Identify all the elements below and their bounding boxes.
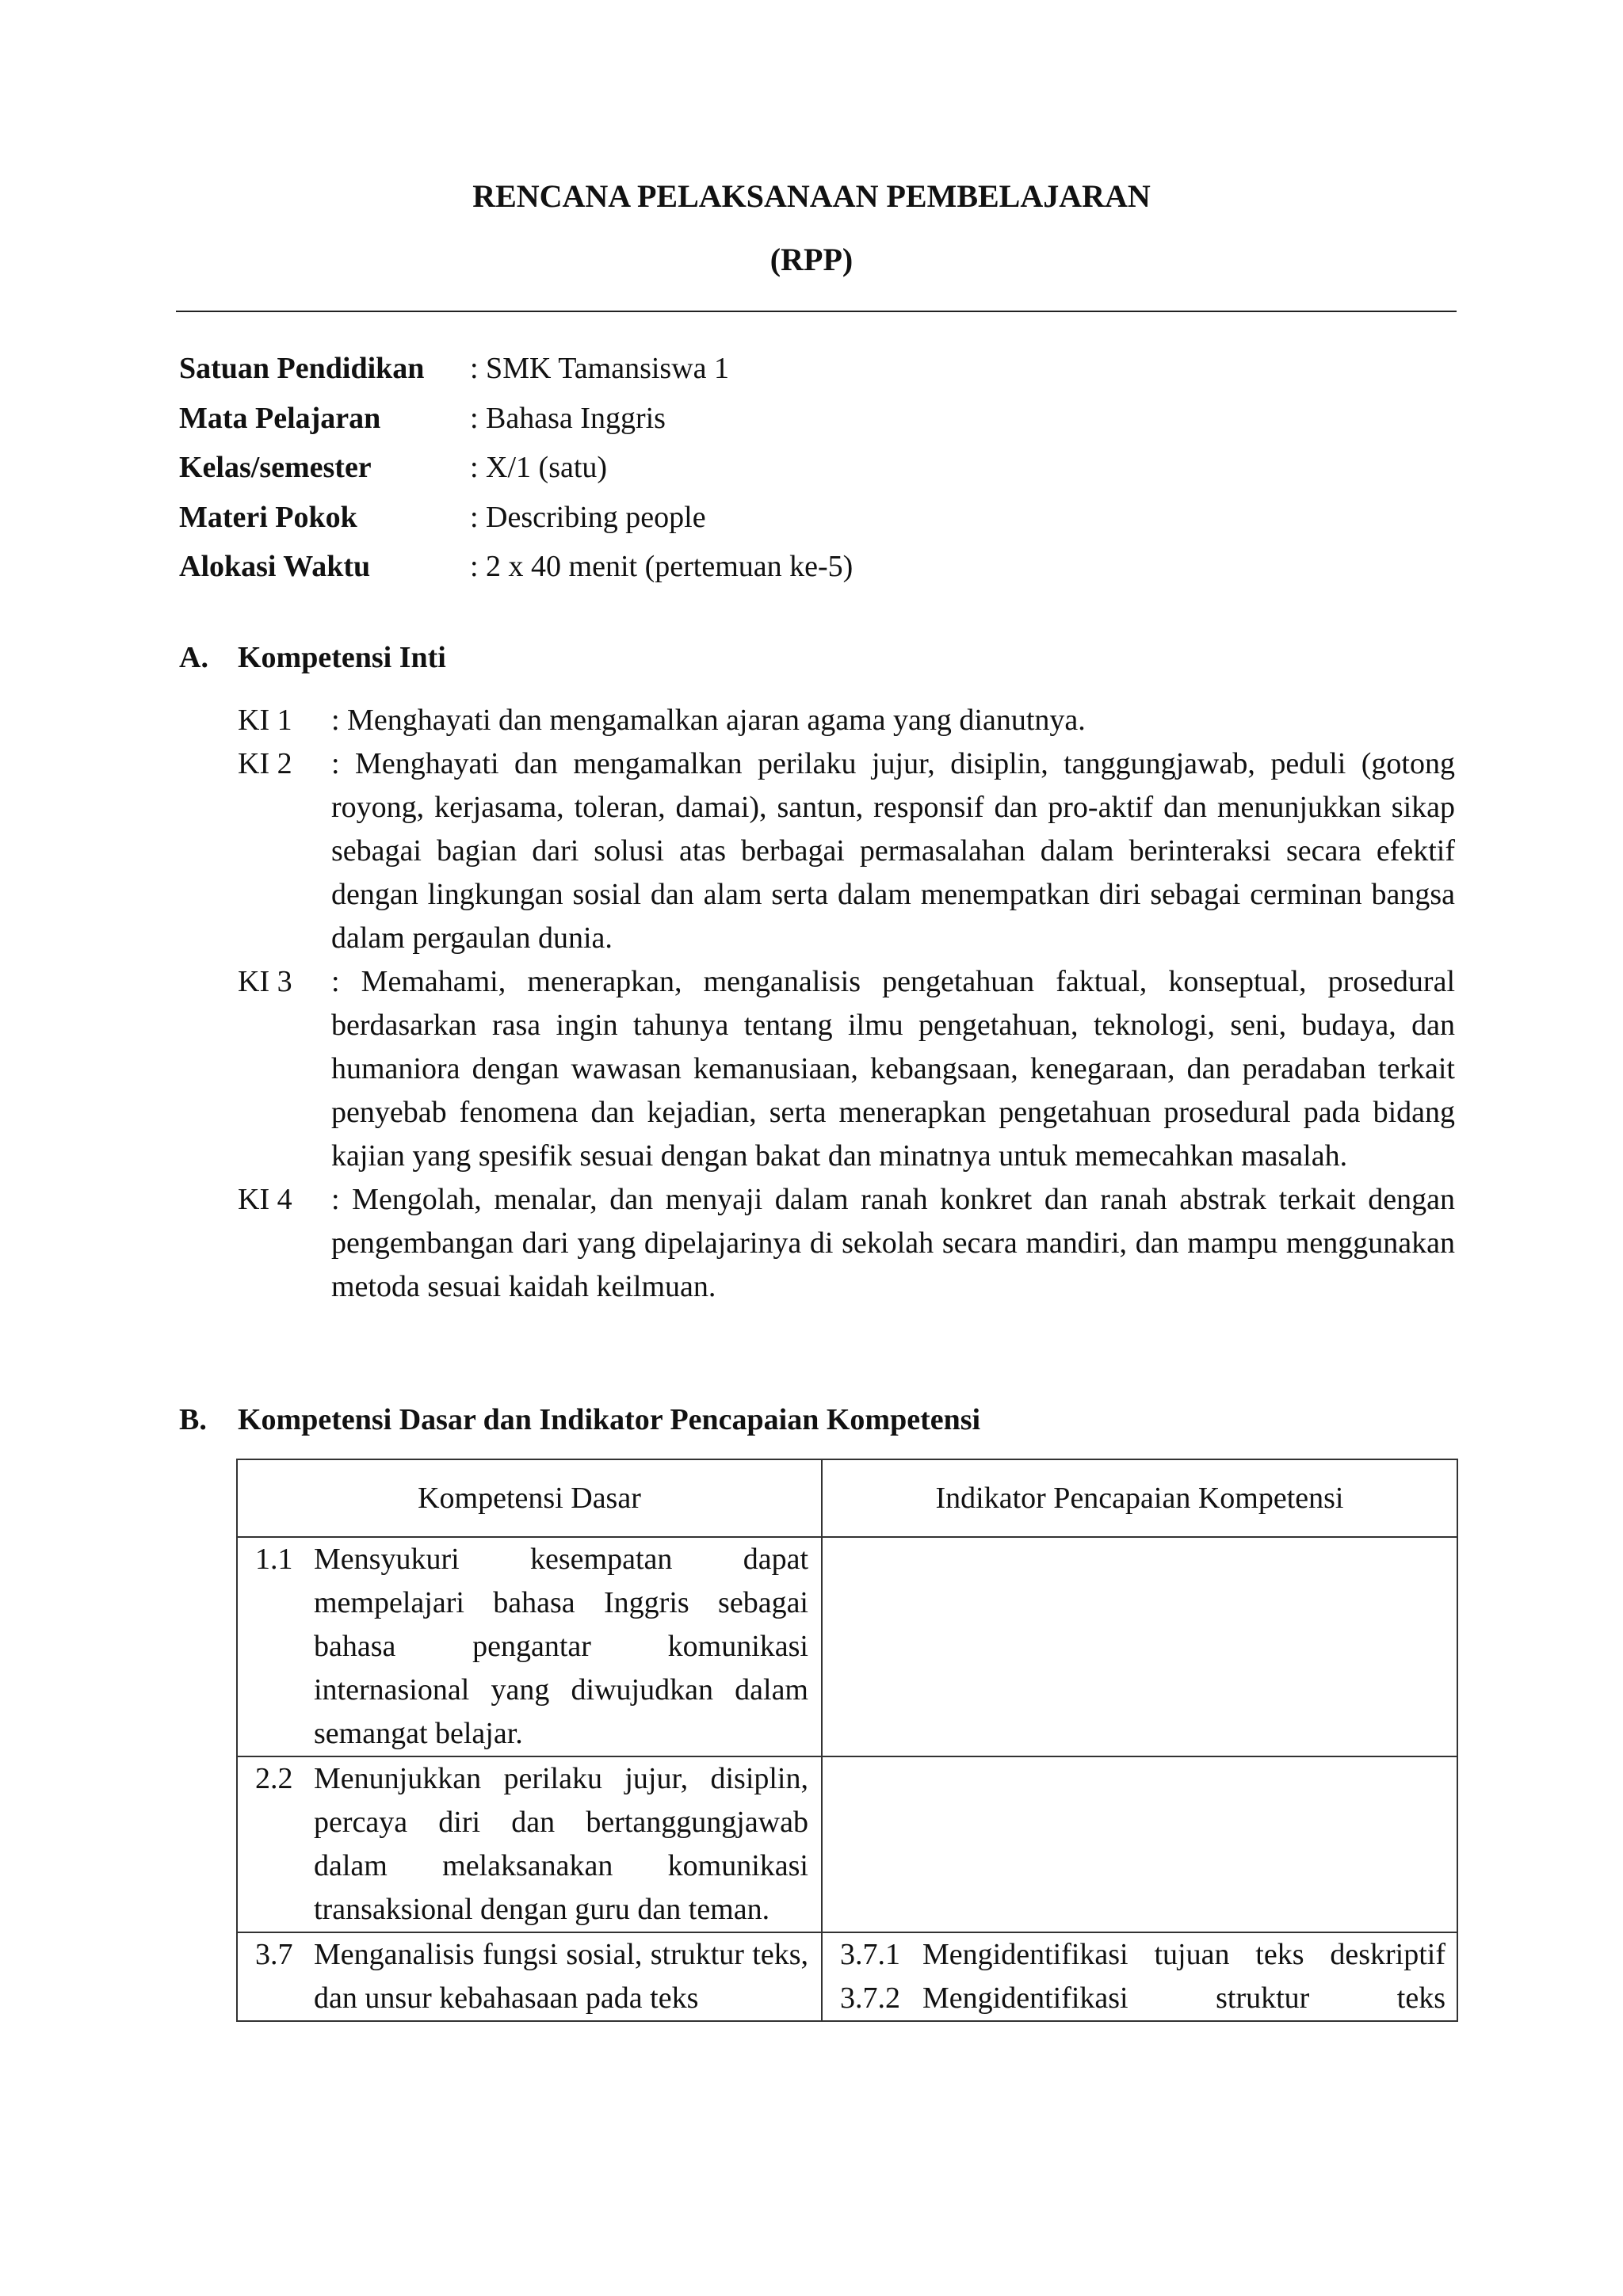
- ki-label: KI 2: [238, 747, 292, 780]
- kompetensi-inti-list: [238, 699, 1456, 1309]
- ki-text: : Memahami, menerapkan, menganalisis pengetahuan faktual, konseptual, prosedural berdasarkan rasa ingin tahunya tentang ilmu pengetahuan, teknologi, seni, budaya, dan humaniora dengan wawasan kemanusiaan, kebangsaan, kenegaraan, dan peradaban terkait penyebab fenomena dan kejadian, serta menerapkan pengetahuan prosedural pada bidang kajian yang spesifik sesuai dengan bakat dan minatnya untuk memecahkan masalah.: [331, 965, 1455, 1173]
- identity-row: [179, 445, 853, 495]
- ki-text: : Mengolah, menalar, dan menyaji dalam ranah konkret dan ranah abstrak terkait dengan pengembangan dari yang dipelajarinya di sekolah secara mandiri, dan mampu menggunakan metoda sesuai kaidah keilmuan.: [331, 1183, 1455, 1303]
- indicator-item: [840, 1977, 1445, 2020]
- kd-cell: [237, 1932, 822, 2021]
- kd-number: 2.2: [255, 1762, 293, 1795]
- document-title: RENCANA PELAKSANAAN PEMBELAJARAN: [472, 178, 1151, 214]
- identity-row: [179, 544, 853, 594]
- ki-label: KI 4: [238, 1183, 292, 1216]
- identity-value: : SMK Tamansiswa 1: [470, 352, 730, 385]
- identity-row: [179, 346, 853, 396]
- table-row: [237, 1537, 1457, 1756]
- section-b-heading: [179, 1399, 980, 1440]
- indicator-text: Mengidentifikasi tujuan teks deskriptif: [922, 1938, 1445, 1971]
- kd-number: 1.1: [255, 1543, 293, 1576]
- identity-block: [179, 346, 853, 594]
- identity-label: Satuan Pendidikan: [179, 352, 425, 385]
- identity-label: Mata Pelajaran: [179, 401, 381, 435]
- column-header-indikator: Indikator Pencapaian Kompetensi: [822, 1459, 1457, 1537]
- kd-text: Menganalisis fungsi sosial, struktur teks, dan unsur kebahasaan pada teks: [314, 1938, 808, 2015]
- identity-row: [179, 396, 853, 446]
- kd-cell: [237, 1537, 822, 1756]
- ki-text: : Menghayati dan mengamalkan perilaku jujur, disiplin, tanggungjawab, peduli (gotong royong, kerjasama, toleran, damai), santun, responsif dan pro-aktif dan menunjukkan sikap sebagai bagian dari solusi atas berbagai permasalahan dalam berinteraksi secara efektif dengan lingkungan sosial dan alam serta dalam menempatkan diri sebagai cerminan bangsa dalam pergaulan dunia.: [331, 747, 1455, 955]
- section-title: Kompetensi Dasar dan Indikator Pencapaian Kompetensi: [238, 1403, 981, 1436]
- ki-label: KI 1: [238, 704, 292, 737]
- identity-label: Kelas/semester: [179, 451, 372, 484]
- table-header-row: [237, 1459, 1457, 1537]
- section-letter: A.: [179, 641, 208, 674]
- identity-label: Alokasi Waktu: [179, 550, 371, 583]
- indicator-number: 3.7.2: [840, 1981, 900, 2015]
- indicator-text: Mengidentifikasi struktur teks: [922, 1981, 1445, 2015]
- kompetensi-table: [236, 1459, 1458, 2022]
- header-divider: [176, 311, 1457, 312]
- ki-item: [238, 960, 1456, 1178]
- identity-value: : 2 x 40 menit (pertemuan ke-5): [470, 550, 854, 583]
- indicator-item: [840, 1933, 1445, 1977]
- identity-value: : Describing people: [470, 500, 706, 534]
- table-row: [237, 1932, 1457, 2021]
- kd-cell: [237, 1756, 822, 1932]
- column-header-kompetensi-dasar: Kompetensi Dasar: [237, 1459, 822, 1537]
- ki-label: KI 3: [238, 965, 292, 998]
- identity-label: Materi Pokok: [179, 500, 357, 534]
- ki-text: : Menghayati dan mengamalkan ajaran agama yang dianutnya.: [331, 704, 1086, 737]
- indicator-cell: [822, 1537, 1457, 1756]
- identity-value: : X/1 (satu): [470, 451, 608, 484]
- kd-text: Menunjukkan perilaku jujur, disiplin, percaya diri dan bertanggungjawab dalam melaksanakan komunikasi transaksional dengan guru dan teman.: [314, 1762, 808, 1926]
- document-subtitle: (RPP): [769, 242, 854, 277]
- ki-item: [238, 742, 1456, 960]
- section-letter: B.: [179, 1403, 207, 1436]
- indicator-cell: [822, 1932, 1457, 2021]
- indicator-number: 3.7.1: [840, 1938, 900, 1971]
- section-title: Kompetensi Inti: [238, 641, 446, 674]
- ki-item: [238, 699, 1456, 742]
- identity-value: : Bahasa Inggris: [470, 401, 666, 435]
- ki-item: [238, 1178, 1456, 1309]
- section-a-heading: [179, 637, 446, 678]
- indicator-cell: [822, 1756, 1457, 1932]
- identity-row: [179, 495, 853, 545]
- table-row: [237, 1756, 1457, 1932]
- kd-text: Mensyukuri kesempatan dapat mempelajari bahasa Inggris sebagai bahasa pengantar komunikasi internasional yang diwujudkan dalam semangat belajar.: [314, 1543, 808, 1750]
- kd-number: 3.7: [255, 1938, 293, 1971]
